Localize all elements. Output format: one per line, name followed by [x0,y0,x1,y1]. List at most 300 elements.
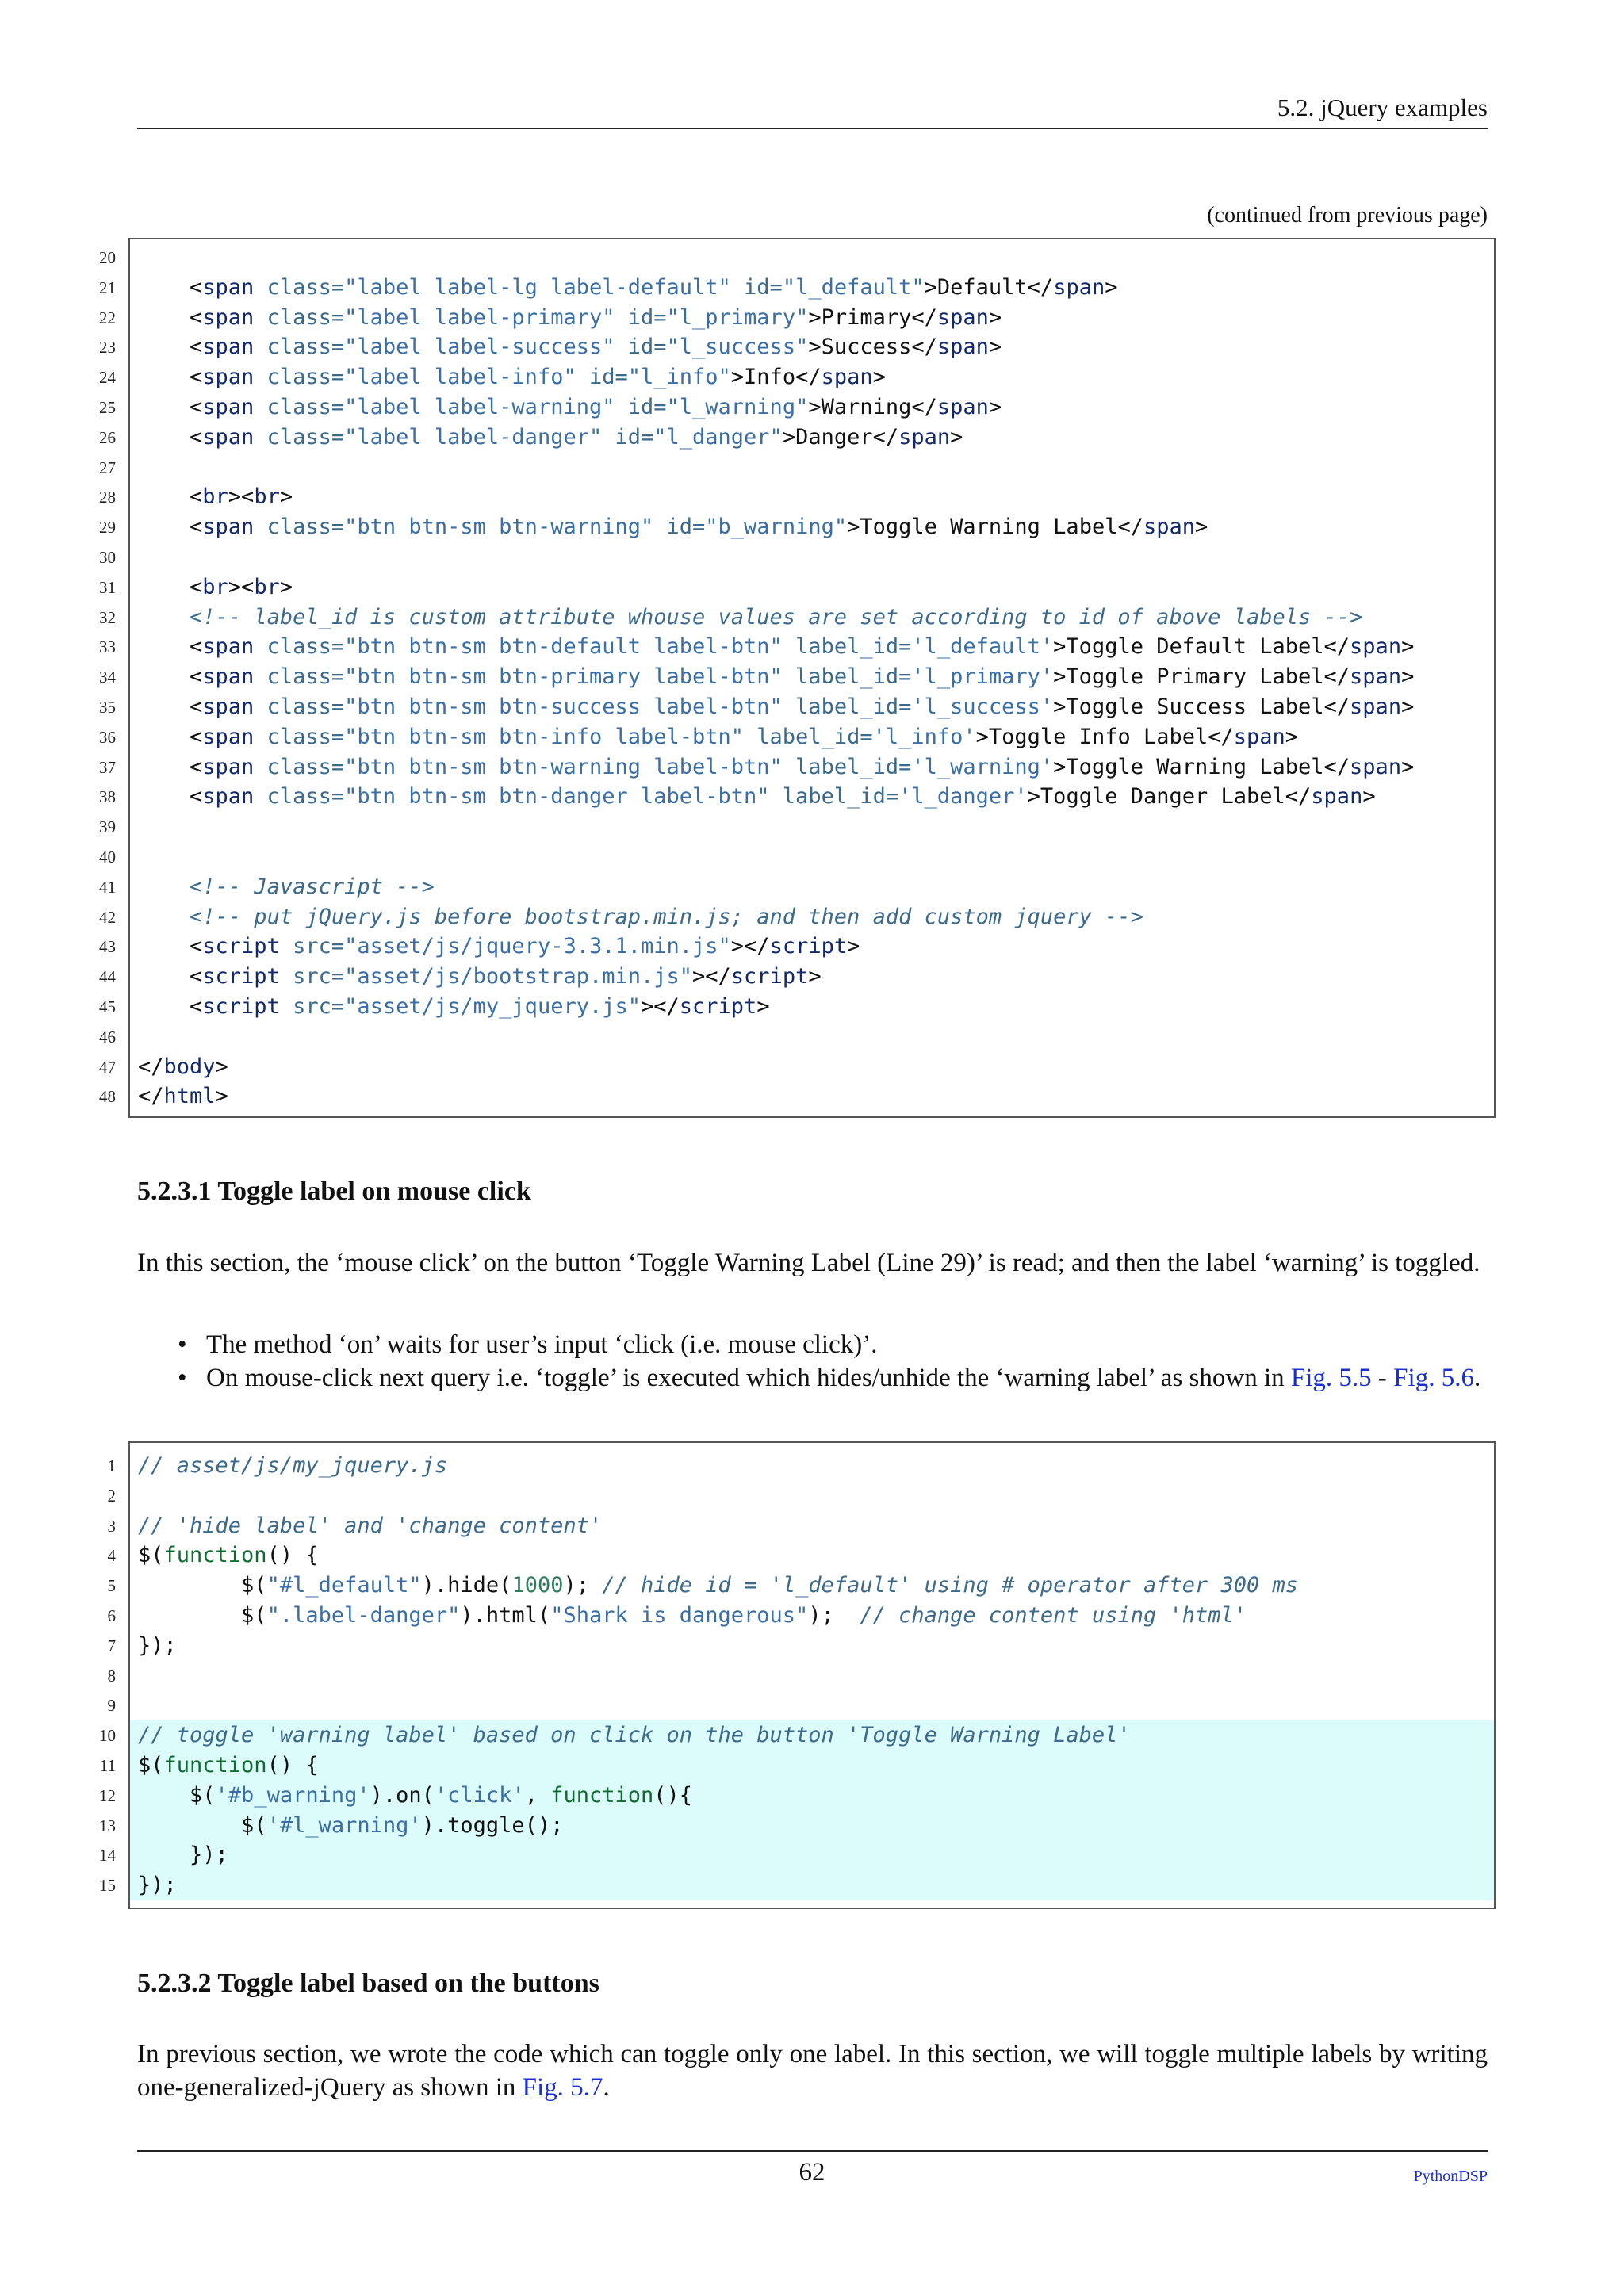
fig-5-5-link[interactable]: Fig. 5.5 [1290,1364,1372,1392]
code-token: span [202,754,255,779]
code-line [99,932,1494,962]
code-token: "asset/js/jquery-3.3.1.min.js" [344,934,731,959]
code-token: "btn btn-sm btn-info label-btn" [344,724,745,749]
code-line [99,692,1494,722]
code-line [99,1811,1494,1841]
code-token: "asset/js/my_jquery.js" [344,994,641,1019]
code-token: span [936,335,989,360]
code-line [99,812,1494,842]
code-token: >Toggle Warning Label</ [847,515,1143,540]
code-line [107,1540,1494,1571]
code-text [138,992,770,1022]
line-number: 15 [99,1876,116,1896]
code-token: "label label-info" [344,365,576,390]
fig-5-7-link[interactable]: Fig. 5.7 [522,2073,603,2102]
page-number: 62 [799,2158,825,2187]
code-text [138,332,1002,362]
code-token: > [279,484,293,510]
line-number: 35 [99,698,116,717]
code-line [99,1022,1494,1052]
code-token: span [202,634,255,660]
code-text [138,512,1208,542]
code-token: // 'hide label' and 'change content' [138,1513,603,1538]
code-token: >Warning</ [808,395,937,419]
line-number: 24 [99,368,116,388]
code-token: class= [254,365,345,390]
code-line [99,1081,1494,1112]
code-token [138,605,190,629]
code-text [138,662,1414,692]
code-token: script [202,934,280,959]
code-token: "l_success" [666,335,809,360]
code-block-html [99,238,1496,1118]
code-token: class= [254,395,345,419]
bullet-2-separator: - [1371,1364,1394,1392]
code-token: function [163,1543,267,1568]
code-token: class= [254,304,345,330]
code-token: // hide id = 'l_default' using # operator after 300 ms [602,1573,1299,1598]
code-token: < [138,695,203,719]
code-token: "Shark is dangerous" [550,1603,809,1628]
code-token: src= [279,994,345,1019]
code-token: < [138,994,203,1019]
code-line [99,1052,1494,1082]
code-text [138,632,1414,662]
line-number: 7 [107,1636,116,1655]
line-number: 6 [107,1606,116,1625]
code-token: class= [254,335,345,360]
code-token: label_id= [782,754,912,779]
code-token: > [215,1054,228,1079]
code-text [138,1751,319,1781]
code-line [99,423,1494,453]
code-token: >Toggle Success Label</ [1053,695,1350,719]
code-token: br [202,574,228,599]
code-token: "#l_default" [266,1573,422,1598]
code-line [99,453,1494,483]
code-token: 'l_default' [911,634,1054,660]
code-text [138,1052,228,1082]
code-text [138,1720,1131,1751]
bullet-2-end: . [1473,1364,1481,1392]
code-token: class= [254,664,345,690]
code-token: "btn btn-sm btn-primary label-btn" [344,664,783,690]
section-heading-5-2-3-1: 5.2.3.1 Toggle label on mouse click [137,1177,531,1206]
code-token: > [1285,724,1299,749]
line-number: 3 [107,1516,116,1536]
header-rule [137,128,1488,129]
code-token: ); [563,1573,603,1598]
line-number: 1 [107,1456,116,1475]
code-text [138,872,435,902]
code-text [138,1511,602,1541]
code-line [99,902,1494,932]
code-token: < [138,784,203,809]
code-token: label_id= [782,664,912,690]
code-text [138,902,1143,932]
code-text [138,1571,1298,1601]
line-number: 36 [99,727,116,747]
code-token: span [898,424,951,450]
code-token: >< [228,574,255,599]
code-token: 1000 [511,1573,564,1598]
code-token: "b_warning" [705,515,848,540]
code-token: id= [615,395,667,419]
code-line [99,1751,1494,1781]
code-token: script [679,994,757,1019]
code-token: , [524,1782,551,1808]
code-line [99,362,1494,392]
code-text [138,1631,177,1661]
code-token: "label label-success" [344,335,615,360]
code-token: span [1053,274,1105,300]
code-token: >Toggle Default Label</ [1053,634,1350,660]
line-number: 5 [107,1576,116,1596]
code-token: '#b_warning' [215,1782,370,1808]
code-token: >Default</ [924,274,1054,300]
code-line [99,782,1494,812]
code-text [138,1451,447,1481]
code-token: id= [602,424,654,450]
code-token: ".label-danger" [266,1603,461,1628]
code-text [138,1870,177,1900]
code-block-jquery [99,1441,1496,1909]
code-token: < [138,664,203,690]
line-number: 45 [99,997,116,1016]
code-token: "btn btn-sm btn-warning label-btn" [344,754,783,779]
code-token: span [202,784,255,809]
code-token: > [1195,515,1208,540]
code-token: > [808,964,822,989]
code-token: < [138,424,203,450]
code-text [138,603,1362,633]
code-token: < [138,274,203,300]
code-token: $( [138,1782,216,1808]
code-token: html [163,1084,216,1109]
code-token: id= [730,274,783,300]
bullet-item-2 [178,1361,1488,1395]
code-line [107,1451,1494,1481]
code-token: ); [808,1603,860,1628]
continued-note: (continued from previous page) [1207,203,1488,228]
code-line [99,872,1494,902]
code-token: br [254,574,280,599]
code-line [107,1661,1494,1691]
code-token: $( [138,1543,164,1568]
code-token: id= [576,365,628,390]
code-token: > [988,335,1002,360]
code-line [99,482,1494,512]
section-2-text: In previous section, we wrote the code which can toggle only one label. In this section, we will toggle multiple labels by writing one-generalized-jQuery as shown in [137,2040,1488,2102]
line-number: 20 [99,248,116,267]
line-number: 47 [99,1057,116,1077]
code-line [107,1690,1494,1720]
line-number: 14 [99,1846,116,1866]
code-token: > [988,304,1002,330]
code-token: span [202,274,255,300]
code-text [138,932,860,962]
code-line [99,1720,1494,1751]
bullet-1-text: The method ‘on’ waits for user’s input ‘click (i.e. mouse click)’. [206,1330,878,1359]
code-token: 'l_danger' [898,784,1028,809]
code-token: class= [254,634,345,660]
code-token: "label label-primary" [344,304,615,330]
code-token: }); [138,1632,177,1658]
code-token: 'l_warning' [911,754,1054,779]
line-number: 33 [99,637,116,657]
code-text [138,722,1298,752]
code-token: span [1311,784,1363,809]
code-token: label_id= [782,695,912,719]
code-token: < [138,634,203,660]
code-text [138,303,1002,333]
code-token: "label label-lg label-default" [344,274,731,300]
code-line [107,1571,1494,1601]
code-token: <!-- put jQuery.js before bootstrap.min.js; and then add custom jquery --> [190,904,1143,929]
line-number: 48 [99,1087,116,1107]
code-token: > [1401,695,1415,719]
code-token: span [202,365,255,390]
bullet-dot: • [178,1364,187,1392]
code-line [107,1511,1494,1541]
code-text [138,1081,228,1112]
line-number: 44 [99,967,116,987]
code-token: "btn btn-sm btn-warning" [344,515,654,540]
section-heading-5-2-3-2: 5.2.3.2 Toggle label based on the buttons [137,1969,599,1998]
footer-brand[interactable]: PythonDSP [1413,2168,1488,2185]
line-number: 43 [99,937,116,957]
code-token: span [202,695,255,719]
line-number: 4 [107,1546,116,1566]
code-token: $( [138,1573,267,1598]
code-token [138,905,190,929]
code-token: < [138,365,203,390]
code-token: label_id= [744,724,873,749]
code-token: label_id= [782,634,912,660]
code-text [138,482,293,512]
code-token: </ [138,1084,164,1109]
code-token: 'l_primary' [911,664,1054,690]
code-line [99,1781,1494,1811]
line-number: 29 [99,518,116,538]
code-token: >Toggle Warning Label</ [1053,754,1350,779]
code-token: "btn btn-sm btn-danger label-btn" [344,784,770,809]
code-token: id= [615,304,667,330]
code-token: > [950,424,963,450]
line-number: 11 [99,1756,116,1775]
code-token: 'l_success' [911,695,1054,719]
code-line [99,992,1494,1022]
line-number: 9 [107,1696,116,1716]
code-token: < [138,724,203,749]
code-token: span [1350,664,1402,690]
code-token: script [769,934,848,959]
code-token: >Toggle Primary Label</ [1053,664,1350,690]
code-token: >Toggle Info Label</ [975,724,1234,749]
code-token: span [202,335,255,360]
code-token: "l_default" [782,274,925,300]
code-token: script [202,964,280,989]
code-text [138,1540,319,1571]
line-number: 42 [99,907,116,927]
code-token: class= [254,784,345,809]
code-text [138,1840,228,1870]
line-number: 13 [99,1816,116,1835]
code-token: > [1362,784,1376,809]
line-number: 46 [99,1027,116,1047]
code-line [99,962,1494,992]
code-token: > [279,574,293,599]
code-token: "l_primary" [666,304,809,330]
code-token: > [847,934,860,959]
line-number: 2 [107,1486,116,1506]
code-token: script [202,994,280,1019]
line-number: 40 [99,848,116,867]
code-text [138,423,963,453]
code-line [107,1631,1494,1661]
code-line [99,392,1494,423]
code-text [138,392,1002,423]
code-text [138,1601,1247,1631]
code-token: span [821,365,873,390]
code-text [138,752,1414,783]
code-token: 'l_info' [872,724,976,749]
code-token: span [1143,515,1195,540]
code-token: ).hide( [421,1573,512,1598]
code-token: < [138,395,203,419]
code-line [99,1840,1494,1870]
code-token: body [163,1054,216,1079]
code-line [99,842,1494,872]
running-header: 5.2. jQuery examples [1277,94,1488,121]
code-token: <!-- Javascript --> [190,874,435,899]
line-number: 12 [99,1785,116,1805]
code-token: }); [138,1843,228,1868]
code-text [138,1811,563,1841]
code-line [99,303,1494,333]
code-line [99,542,1494,572]
code-token: > [1105,274,1118,300]
code-token: < [138,515,203,540]
code-token: // change content using 'html' [860,1603,1247,1628]
code-token: src= [279,934,345,959]
code-text [138,273,1117,303]
bullet-dot: • [178,1330,187,1359]
code-token: ></ [730,934,770,959]
code-line [99,332,1494,362]
code-token: span [1233,724,1285,749]
code-token: > [1401,754,1415,779]
code-token: $( [138,1603,267,1628]
code-token: > [872,365,886,390]
code-text [138,362,886,392]
line-number: 23 [99,338,116,358]
line-number: 27 [99,457,116,477]
code-token [138,874,190,899]
code-line [99,243,1494,273]
code-text [138,1781,692,1811]
code-token: span [1350,634,1402,660]
code-token: "btn btn-sm btn-success label-btn" [344,695,783,719]
code-token: class= [254,424,345,450]
code-line [99,632,1494,662]
code-token: ).on( [370,1782,435,1808]
code-line [99,1870,1494,1900]
code-token: >Info</ [730,365,822,390]
code-token: span [202,515,255,540]
code-token: < [138,964,203,989]
code-token: >Toggle Danger Label</ [1027,784,1312,809]
code-token: "l_info" [627,365,731,390]
code-token: class= [254,754,345,779]
code-token: span [202,664,255,690]
section-2-paragraph [137,2038,1488,2104]
line-number: 34 [99,668,116,687]
code-token: span [936,304,989,330]
code-token: ).html( [460,1603,551,1628]
code-token: () { [266,1753,319,1777]
line-number: 25 [99,398,116,417]
footer-rule [137,2150,1488,2152]
code-line [107,1481,1494,1511]
line-number: 38 [99,787,116,807]
line-number: 26 [99,427,116,447]
code-token: () { [266,1543,319,1568]
code-token: function [550,1782,654,1808]
code-token: < [138,934,203,959]
code-token: span [1350,754,1402,779]
code-token: span [202,724,255,749]
code-token: < [138,754,203,779]
code-token: > [756,994,770,1019]
code-token: ).toggle(); [421,1812,564,1838]
line-number: 10 [99,1726,116,1746]
code-token: "l_danger" [653,424,783,450]
code-token: "l_warning" [666,395,809,419]
code-line [99,572,1494,603]
code-token: < [138,484,203,510]
code-token: src= [279,964,345,989]
line-number: 31 [99,577,116,597]
code-line [99,722,1494,752]
line-number: 37 [99,757,116,777]
code-token: "asset/js/bootstrap.min.js" [344,964,693,989]
code-token: label_id= [769,784,899,809]
code-token: class= [254,695,345,719]
code-token: < [138,304,203,330]
line-number: 22 [99,308,116,327]
code-token: > [1401,634,1415,660]
line-number: 32 [99,607,116,627]
code-line [99,662,1494,692]
code-line [99,752,1494,783]
code-token: span [1350,695,1402,719]
code-token: id= [615,335,667,360]
line-number: 8 [107,1666,116,1686]
fig-5-6-link[interactable]: Fig. 5.6 [1393,1364,1474,1392]
code-token: ></ [640,994,680,1019]
code-token: >< [228,484,255,510]
line-number: 39 [99,817,116,837]
code-token: 'click' [434,1782,525,1808]
code-token: }); [138,1873,177,1898]
line-number: 28 [99,488,116,507]
line-number: 21 [99,277,116,297]
code-token: > [988,395,1002,419]
code-token: < [138,335,203,360]
code-token: class= [254,515,345,540]
code-token: <!-- label_id is custom attribute whouse values are set according to id of above labels --> [190,604,1363,629]
